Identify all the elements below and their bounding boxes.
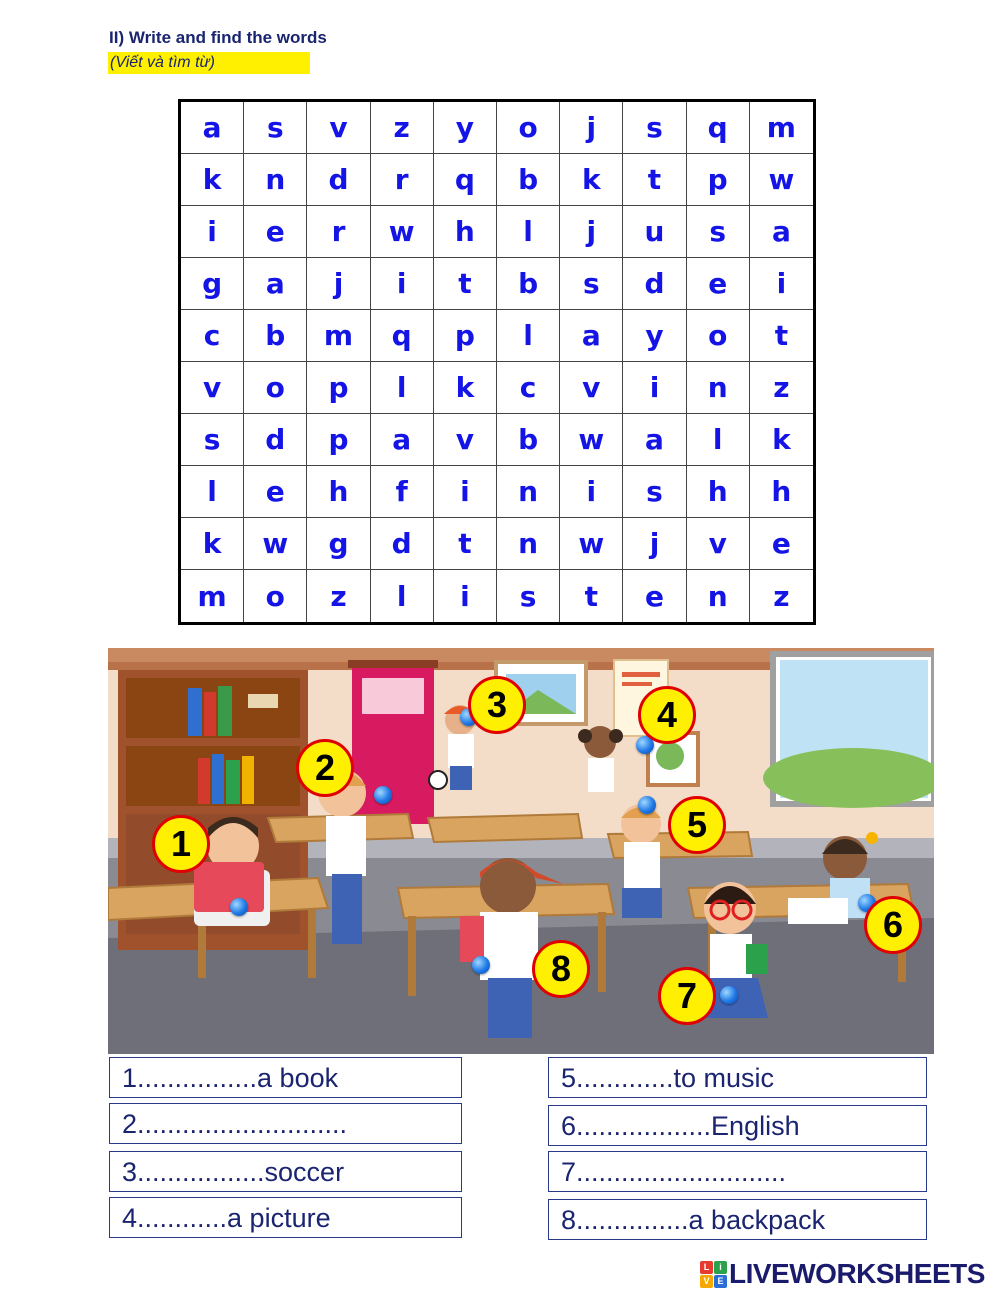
grid-cell[interactable]: s [687,206,750,258]
grid-cell[interactable]: h [307,466,370,518]
grid-cell[interactable]: e [687,258,750,310]
grid-cell[interactable]: d [307,154,370,206]
answer-box-5[interactable]: 5.............to music [548,1057,927,1098]
grid-cell[interactable]: a [244,258,307,310]
grid-cell[interactable]: p [307,362,370,414]
answer-box-6[interactable]: 6..................English [548,1105,927,1146]
grid-cell[interactable]: e [244,206,307,258]
grid-cell[interactable]: k [434,362,497,414]
answer-box-7[interactable]: 7............................ [548,1151,927,1192]
grid-cell[interactable]: i [434,570,497,622]
grid-cell[interactable]: s [623,466,686,518]
grid-cell[interactable]: g [181,258,244,310]
grid-cell[interactable]: h [434,206,497,258]
grid-cell[interactable]: q [434,154,497,206]
grid-cell[interactable]: e [750,518,813,570]
grid-cell[interactable]: a [623,414,686,466]
grid-cell[interactable]: b [497,154,560,206]
grid-cell[interactable]: e [623,570,686,622]
grid-cell[interactable]: i [750,258,813,310]
pin-7-icon [720,986,738,1004]
grid-cell[interactable]: s [623,102,686,154]
grid-cell[interactable]: a [371,414,434,466]
grid-cell[interactable]: j [560,206,623,258]
grid-cell[interactable]: n [244,154,307,206]
grid-cell[interactable]: n [497,466,560,518]
logo-mark-v: V [700,1275,713,1288]
grid-cell[interactable]: p [687,154,750,206]
grid-cell[interactable]: w [560,414,623,466]
grid-cell[interactable]: u [623,206,686,258]
pin-2-icon [374,786,392,804]
grid-cell[interactable]: m [307,310,370,362]
grid-cell[interactable]: v [181,362,244,414]
grid-cell[interactable]: s [244,102,307,154]
grid-cell[interactable]: s [181,414,244,466]
grid-cell[interactable]: h [750,466,813,518]
answer-box-8[interactable]: 8...............a backpack [548,1199,927,1240]
grid-cell[interactable]: o [687,310,750,362]
grid-cell[interactable]: n [687,362,750,414]
grid-cell[interactable]: m [750,102,813,154]
grid-cell[interactable]: k [750,414,813,466]
answer-box-1[interactable]: 1................a book [109,1057,462,1098]
grid-cell[interactable]: b [497,258,560,310]
grid-cell[interactable]: a [560,310,623,362]
grid-cell[interactable]: d [371,518,434,570]
grid-cell[interactable]: d [623,258,686,310]
grid-cell[interactable]: i [371,258,434,310]
grid-cell[interactable]: z [307,570,370,622]
grid-cell[interactable]: w [750,154,813,206]
grid-cell[interactable]: f [371,466,434,518]
grid-cell[interactable]: z [371,102,434,154]
grid-cell[interactable]: s [560,258,623,310]
marker-4: 4 [638,686,696,744]
grid-cell[interactable]: h [687,466,750,518]
grid-cell[interactable]: j [307,258,370,310]
grid-cell[interactable]: v [434,414,497,466]
grid-cell[interactable]: l [371,570,434,622]
grid-cell[interactable]: w [371,206,434,258]
marker-5: 5 [668,796,726,854]
word-search-grid[interactable] [178,99,816,625]
grid-cell[interactable]: z [750,362,813,414]
pin-5-icon [638,796,656,814]
logo-text: LIVEWORKSHEETS [729,1258,985,1289]
grid-cell[interactable]: g [307,518,370,570]
grid-cell[interactable]: d [244,414,307,466]
section-title: II) Write and find the words [109,28,327,47]
grid-cell[interactable]: w [244,518,307,570]
grid-cell[interactable]: j [623,518,686,570]
grid-cell[interactable]: r [307,206,370,258]
grid-cell[interactable]: t [560,570,623,622]
grid-cell[interactable]: b [497,414,560,466]
section-subtitle: (Viết và tìm từ) [108,52,310,74]
grid-cell[interactable]: a [181,102,244,154]
grid-cell[interactable]: a [750,206,813,258]
grid-cell[interactable]: o [497,102,560,154]
grid-cell[interactable]: k [560,154,623,206]
grid-cell[interactable]: k [181,154,244,206]
grid-cell[interactable]: m [181,570,244,622]
answer-box-3[interactable]: 3.................soccer [109,1151,462,1192]
grid-cell[interactable]: v [307,102,370,154]
grid-cell[interactable]: o [244,362,307,414]
grid-cell[interactable]: i [560,466,623,518]
marker-3: 3 [468,676,526,734]
grid-cell[interactable]: t [434,258,497,310]
grid-cell[interactable]: c [497,362,560,414]
grid-cell[interactable]: n [497,518,560,570]
grid-cell[interactable]: v [560,362,623,414]
grid-cell[interactable]: y [434,102,497,154]
grid-cell[interactable]: p [434,310,497,362]
grid-cell[interactable]: r [371,154,434,206]
marker-6: 6 [864,896,922,954]
marker-2: 2 [296,739,354,797]
grid-cell[interactable]: s [497,570,560,622]
grid-cell[interactable]: j [560,102,623,154]
grid-cell[interactable]: i [623,362,686,414]
grid-cell[interactable]: q [371,310,434,362]
logo-mark-i: i [714,1261,727,1274]
grid-cell[interactable]: c [181,310,244,362]
pin-8-icon [472,956,490,974]
grid-cell[interactable]: l [371,362,434,414]
grid-cell[interactable]: y [623,310,686,362]
liveworksheets-logo-icon [700,1261,727,1288]
logo-mark-e: E [714,1275,727,1288]
grid-cell[interactable]: l [497,310,560,362]
grid-cell[interactable]: l [497,206,560,258]
grid-cell[interactable]: n [687,570,750,622]
answer-box-4[interactable]: 4............a picture [109,1197,462,1238]
grid-cell[interactable]: b [244,310,307,362]
marker-1: 1 [152,815,210,873]
logo-mark-l: L [700,1261,713,1274]
grid-cell[interactable]: v [687,518,750,570]
grid-cell[interactable]: q [687,102,750,154]
answer-box-2[interactable]: 2............................ [109,1103,462,1144]
grid-cell[interactable]: k [181,518,244,570]
pin-1-icon [230,898,248,916]
grid-cell[interactable]: o [244,570,307,622]
grid-cell[interactable]: t [623,154,686,206]
marker-8: 8 [532,940,590,998]
grid-cell[interactable]: l [687,414,750,466]
grid-cell[interactable]: w [560,518,623,570]
grid-cell[interactable]: t [750,310,813,362]
grid-cell[interactable]: l [181,466,244,518]
grid-cell[interactable]: i [434,466,497,518]
liveworksheets-logo [700,1258,985,1290]
classroom-illustration [108,648,934,1054]
grid-cell[interactable]: p [307,414,370,466]
grid-cell[interactable]: z [773,579,790,613]
grid-cell[interactable]: i [181,206,244,258]
marker-7: 7 [658,967,716,1025]
grid-cell[interactable]: e [244,466,307,518]
grid-cell[interactable]: t [434,518,497,570]
